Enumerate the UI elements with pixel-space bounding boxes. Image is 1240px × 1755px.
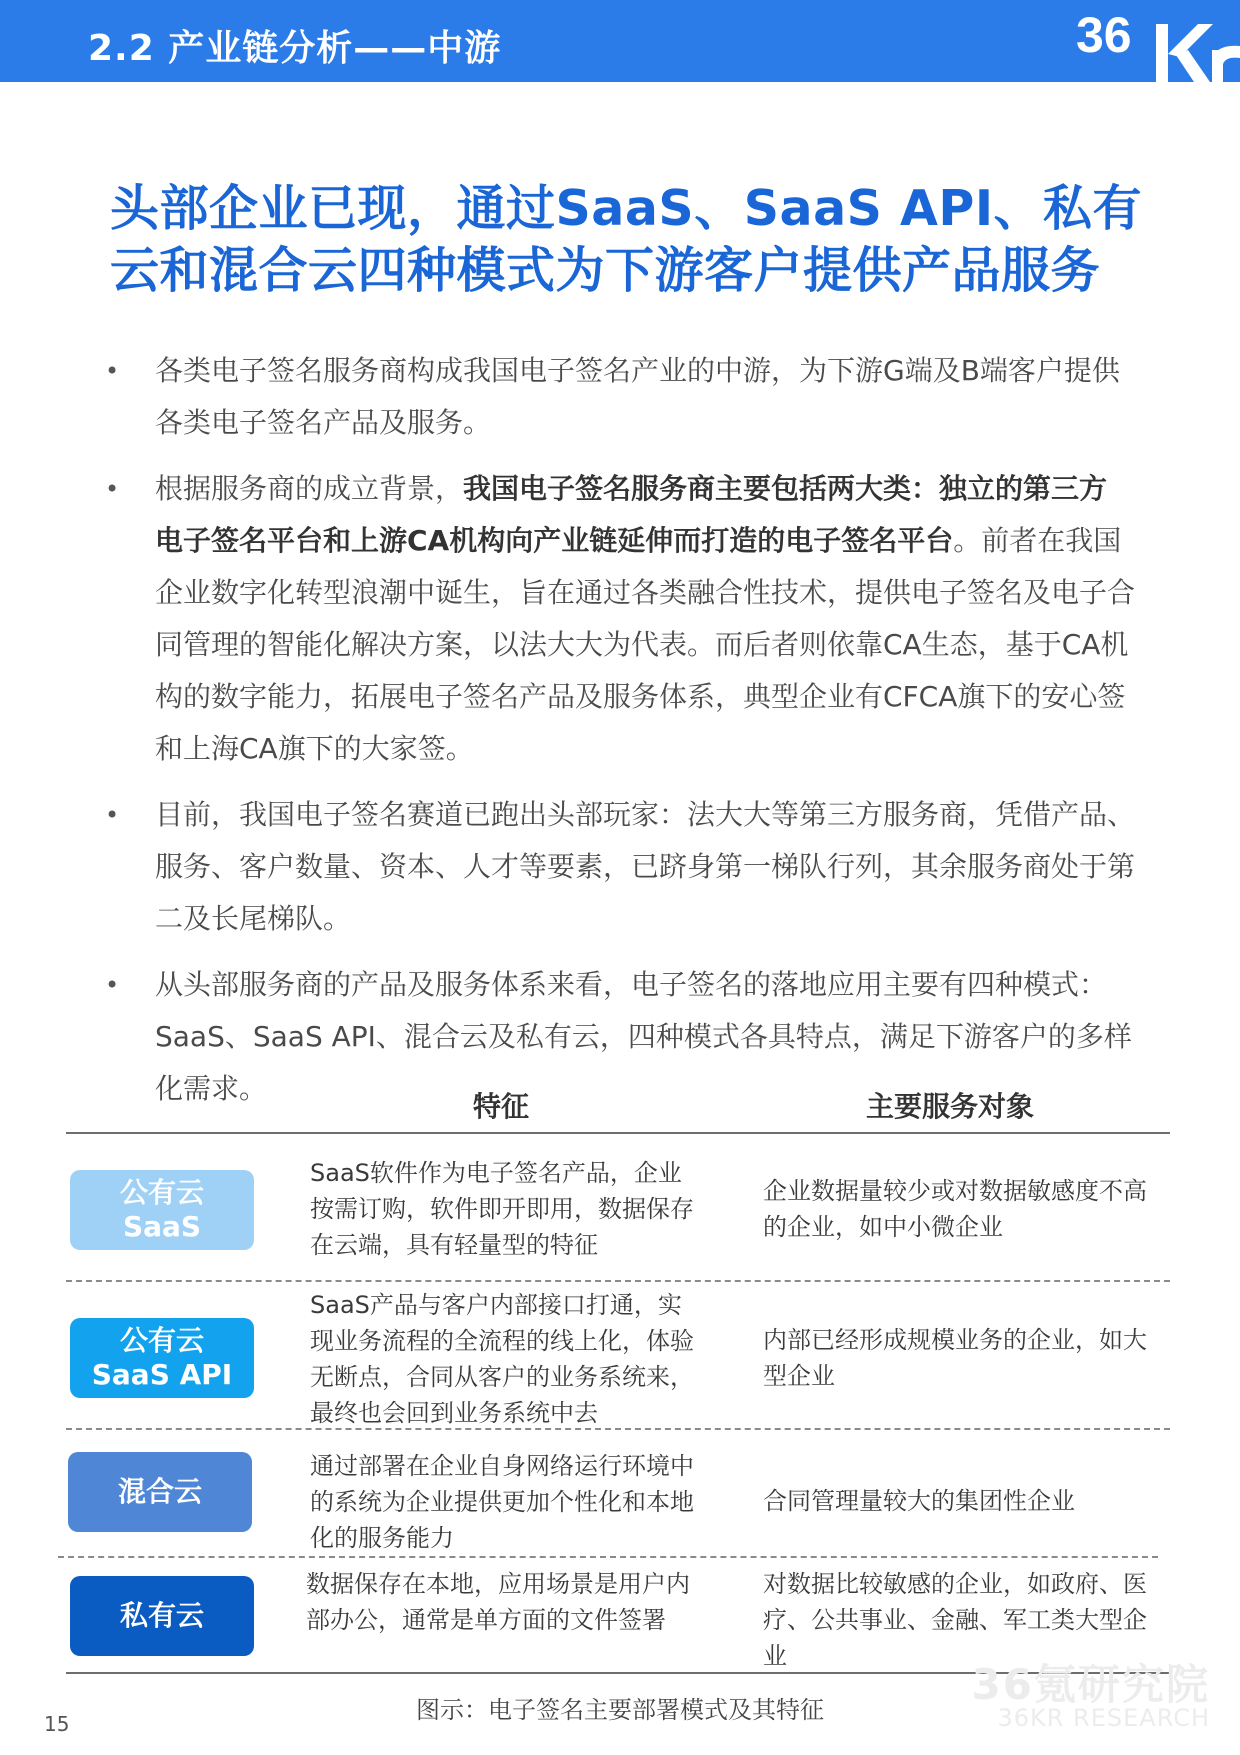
- headline-line-1: 头部企业已现，通过SaaS、SaaS API、私有: [110, 180, 1143, 237]
- row-divider: [66, 1428, 1170, 1430]
- row-divider: [58, 1556, 1158, 1558]
- bullet-text: 目前，我国电子签名赛道已跑出头部玩家：法大大等第三方服务商，凭借产品、服务、客户数量、资本、人才等要素，已跻身第一梯队行列，其余服务商处于第二及长尾梯队。: [155, 798, 1136, 935]
- mode-label-line-2: SaaS API: [91, 1358, 233, 1391]
- bullet-item-1: [105, 345, 1135, 449]
- bullet-list: [105, 345, 1135, 1129]
- bullet-item-3: [105, 789, 1135, 945]
- mode-badge-hybrid-cloud: [68, 1452, 252, 1532]
- svg-text:36: 36: [1076, 7, 1132, 63]
- bullet-marker: •: [105, 971, 120, 999]
- feature-cell: 通过部署在企业自身网络运行环境中的系统为企业提供更加个性化和本地化的服务能力: [310, 1452, 694, 1552]
- headline-line-2: 云和混合云四种模式为下游客户提供产品服务: [110, 242, 1101, 299]
- target-cell: 企业数据量较少或对数据敏感度不高的企业，如中小微企业: [763, 1177, 1147, 1241]
- 36kr-logo: [1070, 0, 1240, 82]
- mode-badge-private-cloud: [70, 1576, 254, 1656]
- table-top-rule: [66, 1132, 1170, 1134]
- row-divider: [66, 1280, 1170, 1282]
- mode-label-line-1: 公有云: [119, 1176, 204, 1209]
- mode-label-line-1: 公有云: [119, 1324, 204, 1357]
- bullet-text: 各类电子签名服务商构成我国电子签名产业的中游，为下游G端及B端客户提供各类电子签名产品及服务。: [155, 354, 1120, 439]
- feature-cell: 数据保存在本地，应用场景是用户内部办公，通常是单方面的文件签署: [306, 1570, 690, 1634]
- target-cell: 内部已经形成规模业务的企业，如大型企业: [763, 1326, 1147, 1390]
- bullet-marker: •: [105, 801, 120, 829]
- feature-cell: SaaS软件作为电子签名产品，企业按需订购，软件即开即用，数据保存在云端，具有轻量型的特征: [310, 1159, 694, 1259]
- section-title: 2.2 产业链分析——中游: [88, 28, 502, 69]
- bullet-marker: •: [105, 357, 120, 385]
- page-number: 15: [44, 1712, 70, 1736]
- figure-caption: 图示：电子签名主要部署模式及其特征: [416, 1696, 824, 1724]
- bullet-text: 从头部服务商的产品及服务体系来看，电子签名的落地应用主要有四种模式：SaaS、SaaS API、混合云及私有云，四种模式各具特点，满足下游客户的多样化需求。: [155, 968, 1132, 1105]
- page-headline: [110, 178, 1150, 302]
- watermark-en: 36KR RESEARCH: [997, 1704, 1210, 1732]
- bullet-item-2: [105, 463, 1135, 775]
- page-header: [0, 0, 1240, 82]
- watermark-cn: 36氪研究院: [971, 1660, 1210, 1709]
- bullet-text: 根据服务商的成立背景，: [155, 472, 464, 505]
- feature-cell: SaaS产品与客户内部接口打通，实现业务流程的全流程的线上化，体验无断点，合同从客户的业务系统来，最终也会回到业务系统中去: [310, 1291, 694, 1427]
- mode-label-line-2: SaaS: [122, 1210, 202, 1243]
- column-header-target: 主要服务对象: [866, 1090, 1035, 1123]
- bullet-text-bold: 我国电子签名服务商主要包括两大类：独立的第三方电子签名平台和上游CA机构向产业链延伸而打造的电子签名平台: [155, 472, 1108, 557]
- bullet-text: 。前者在我国企业数字化转型浪潮中诞生，旨在通过各类融合性技术，提供电子签名及电子合同管理的智能化解决方案，以法大大为代表。而后者则依靠CA生态，基于CA机构的数字能力，拓展电子签名产品及服务体系，典型企业有CFCA旗下的安心签和上海CA旗下的大家签。: [155, 524, 1136, 765]
- mode-label-line-1: 私有云: [119, 1599, 204, 1632]
- column-header-feature: 特征: [473, 1090, 530, 1123]
- target-cell: 合同管理量较大的集团性企业: [763, 1487, 1075, 1515]
- target-cell: 对数据比较敏感的企业，如政府、医疗、公共事业、金融、军工类大型企业: [763, 1570, 1147, 1670]
- mode-label-line-1: 混合云: [117, 1475, 202, 1508]
- mode-badge-public-saas: [70, 1170, 254, 1250]
- mode-badge-public-saas-api: [70, 1318, 254, 1398]
- bullet-marker: •: [105, 475, 120, 503]
